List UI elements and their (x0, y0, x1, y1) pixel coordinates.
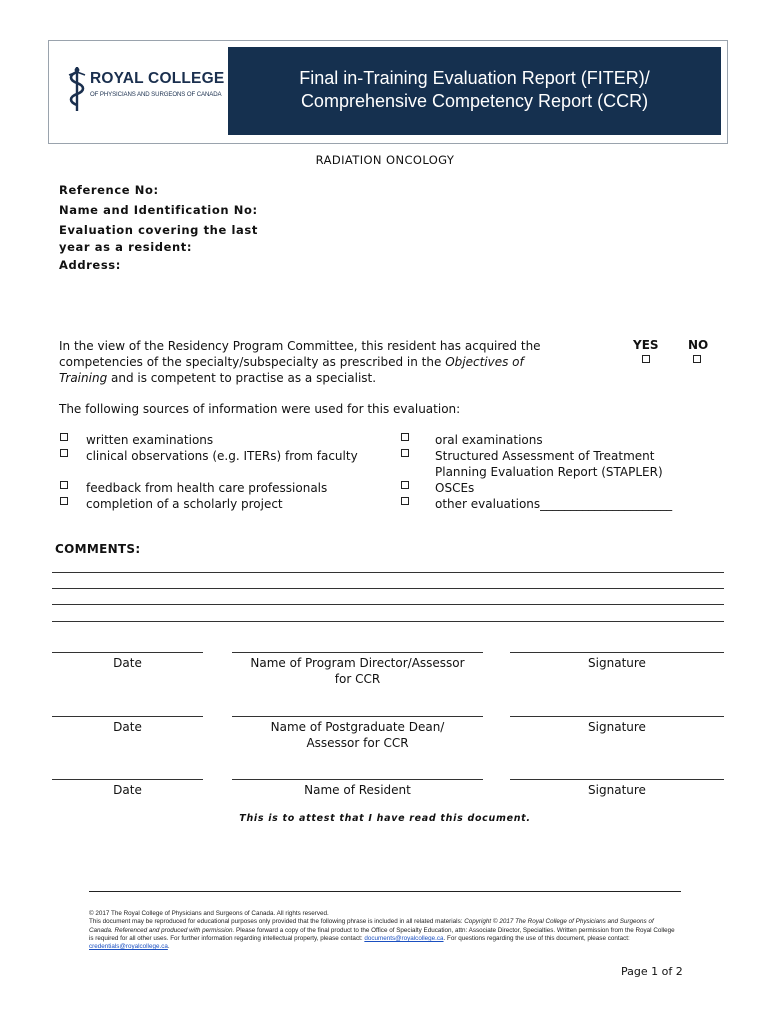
address-label: Address: (59, 258, 121, 272)
evaluation-period-label (59, 222, 258, 256)
stapler-label-line1: Structured Assessment of Treatment (435, 449, 655, 463)
footer-period: . (167, 943, 170, 951)
signature-line[interactable] (510, 652, 724, 653)
signature-line[interactable] (510, 716, 724, 717)
page-number: Page 1 of 2 (621, 965, 683, 978)
signature-caption: Signature (588, 720, 646, 734)
royal-college-logo (66, 66, 225, 116)
clinical-observations-label: clinical observations (e.g. ITERs) from faculty (86, 449, 358, 463)
attestation-text: This is to attest that I have read this document. (239, 813, 531, 824)
no-label: NO (688, 338, 709, 352)
copyright-phrase: Copyright © 2017 The Royal College of Physicians and Surgeons of Canada. Referenced and produced with permission. (89, 918, 654, 934)
written-exams-checkbox[interactable] (60, 433, 68, 441)
date-line[interactable] (52, 716, 203, 717)
other-evaluations-label: other evaluations______________________ (435, 497, 673, 511)
credentials-email-link[interactable]: credentials@royalcollege.ca (89, 943, 168, 951)
evaluation-period-line1: Evaluation covering the last (59, 223, 258, 237)
permission-text: Please forward a copy of the final product to the Office of Specialty Education, attn: Associate Director, Specialties. Written permission from the Royal College is required for all other uses. For further information regarding intellectual property, please contact: (89, 926, 675, 942)
date-line[interactable] (52, 779, 203, 780)
no-checkbox[interactable] (693, 355, 701, 363)
sources-intro: The following sources of information were used for this evaluation: (59, 402, 461, 416)
feedback-label: feedback from health care professionals (86, 481, 328, 495)
specialty-heading: RADIATION ONCOLOGY (315, 153, 455, 167)
comment-line[interactable] (52, 604, 724, 605)
scholarly-project-checkbox[interactable] (60, 497, 68, 505)
scholarly-project-label: completion of a scholarly project (86, 497, 283, 511)
statement-line1: In the view of the Residency Program Committee, this resident has acquired the (59, 339, 541, 353)
competency-statement (59, 338, 599, 386)
reproduction-notice (89, 918, 679, 951)
date-caption: Date (113, 720, 142, 734)
stapler-label-line2: Planning Evaluation Report (STAPLER) (435, 465, 663, 479)
name-line[interactable] (232, 716, 483, 717)
reference-no-label: Reference No: (59, 183, 159, 197)
name-id-label: Name and Identification No: (59, 203, 258, 217)
footer-divider (89, 891, 681, 892)
banner-title-line2: Comprehensive Competency Report (CCR) (300, 91, 649, 111)
documents-email-link[interactable]: documents@royalcollege.ca (364, 934, 444, 942)
program-director-caption (232, 655, 483, 687)
program-director-caption-line1: Name of Program Director/Assessor (250, 656, 465, 670)
copyright-notice (89, 910, 679, 951)
statement-line2 (59, 354, 599, 370)
postgraduate-dean-caption-line2: Assessor for CCR (306, 736, 409, 750)
osces-label: OSCEs (435, 481, 475, 495)
signature-caption: Signature (588, 783, 646, 797)
resident-name-caption: Name of Resident (304, 783, 411, 797)
training-italic: Training (59, 371, 108, 385)
yes-label: YES (633, 338, 659, 352)
postgraduate-dean-caption-line1: Name of Postgraduate Dean/ (270, 720, 445, 734)
name-line[interactable] (232, 779, 483, 780)
title-banner (228, 47, 721, 135)
date-caption: Date (113, 783, 142, 797)
name-line[interactable] (232, 652, 483, 653)
objectives-italic: Objectives of (445, 355, 524, 369)
postgraduate-dean-caption (232, 719, 483, 751)
comment-line[interactable] (52, 621, 724, 622)
logo-title: ROYAL COLLEGE (90, 70, 225, 87)
comment-line[interactable] (52, 588, 724, 589)
copyright-line: © 2017 The Royal College of Physicians and Surgeons of Canada. All rights reserved. (89, 910, 329, 917)
caduceus-icon (66, 66, 88, 112)
program-director-caption-line2: for CCR (334, 672, 381, 686)
statement-line3-text: and is competent to practise as a specialist. (107, 371, 377, 385)
banner-title-line1: Final in-Training Evaluation Report (FITER)/ (299, 68, 650, 88)
date-line[interactable] (52, 652, 203, 653)
oral-exams-checkbox[interactable] (401, 433, 409, 441)
reproduction-text: This document may be reproduced for educational purposes only provided that the following phrase is included in all related materials: (89, 918, 465, 926)
feedback-checkbox[interactable] (60, 481, 68, 489)
date-caption: Date (113, 656, 142, 670)
questions-text: . For questions regarding the use of this document, please contact: (443, 934, 630, 942)
clinical-observations-checkbox[interactable] (60, 449, 68, 457)
stapler-checkbox[interactable] (401, 449, 409, 457)
signature-line[interactable] (510, 779, 724, 780)
comments-label: COMMENTS: (55, 542, 141, 556)
signature-caption: Signature (588, 656, 646, 670)
statement-line2-text: competencies of the specialty/subspecialty as prescribed in the (59, 355, 446, 369)
yes-checkbox[interactable] (642, 355, 650, 363)
other-evaluations-checkbox[interactable] (401, 497, 409, 505)
oral-exams-label: oral examinations (435, 433, 543, 447)
evaluation-period-line2: year as a resident: (59, 240, 193, 254)
written-exams-label: written examinations (86, 433, 214, 447)
statement-line3 (59, 370, 599, 386)
comment-line[interactable] (52, 572, 724, 573)
logo-subtitle: OF PHYSICIANS AND SURGEONS OF CANADA (90, 91, 222, 98)
osces-checkbox[interactable] (401, 481, 409, 489)
